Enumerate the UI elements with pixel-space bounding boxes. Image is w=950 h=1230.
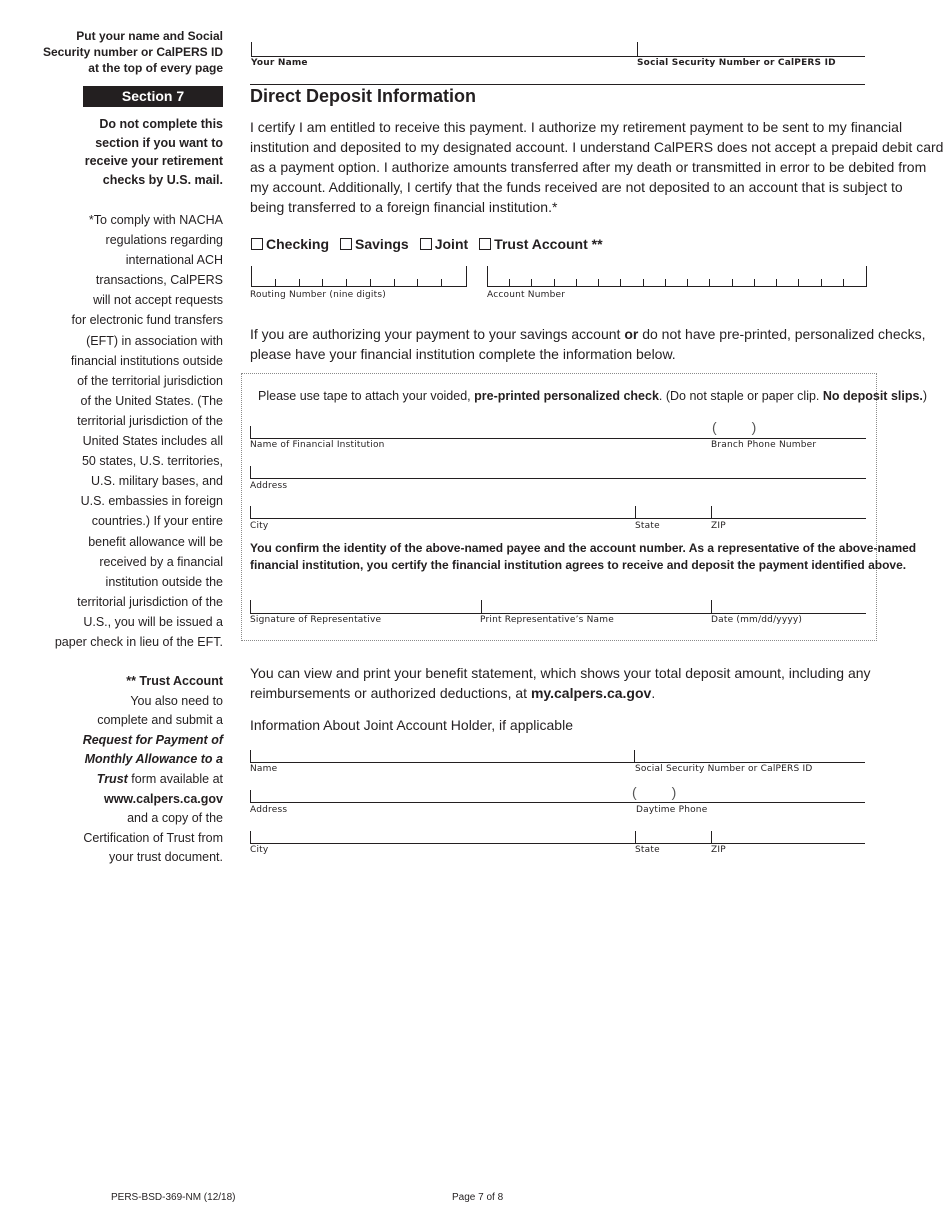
state-field-mark xyxy=(635,506,636,518)
daytime-phone-area-code: ( ) xyxy=(632,784,677,800)
header-field-line xyxy=(251,56,865,57)
your-name-label: Your Name xyxy=(251,58,308,68)
account-digit-divider xyxy=(643,279,644,286)
routing-digit-divider xyxy=(275,279,276,286)
account-number-field[interactable] xyxy=(487,266,867,287)
your-name-field[interactable] xyxy=(251,42,638,56)
joint-name-label: Name xyxy=(250,764,278,774)
routing-digit-divider xyxy=(441,279,442,286)
account-type-options xyxy=(251,236,614,254)
savings-note: If you are authorizing your payment to your savings account or do not have pre-printed, personalized checks, please have your financial institution complete the information below. xyxy=(250,326,926,362)
institution-city-label: City xyxy=(250,521,269,531)
joint-zip-field-mark xyxy=(711,831,712,843)
ssn-label: Social Security Number or CalPERS ID xyxy=(637,58,836,68)
joint-phone-label: Daytime Phone xyxy=(636,805,708,815)
account-digit-divider xyxy=(531,279,532,286)
checking-checkbox[interactable] xyxy=(251,238,263,250)
institution-field-mark xyxy=(250,426,251,438)
trust-account-checkbox[interactable] xyxy=(479,238,491,250)
routing-number-field[interactable] xyxy=(251,266,467,287)
account-digit-divider xyxy=(732,279,733,286)
routing-digit-divider xyxy=(322,279,323,286)
do-not-complete-note: Do not complete this section if you want to receive your retirement checks by U.S. mail. xyxy=(84,117,223,187)
voided-check-box xyxy=(241,373,877,641)
account-digit-divider xyxy=(821,279,822,286)
checking-option[interactable]: Checking xyxy=(251,236,329,252)
institution-zip-label: ZIP xyxy=(711,521,726,531)
routing-digit-divider xyxy=(370,279,371,286)
confirm-text: You confirm the identity of the above-named payee and the account number. As a representative of the above-named financial institution, you certify the financial institution agrees to receive and deposit the payment identified above. xyxy=(250,541,917,572)
trust-account-note: ** Trust Account You also need to complete and submit a Request for Payment of Monthly Allowance to a Trust form available at www.calpers.ca.gov and a copy of the Certification of Trust from your trust document. xyxy=(82,674,223,865)
account-digit-divider xyxy=(776,279,777,286)
nacha-note: *To comply with NACHA regulations regarding international ACH transactions, CalPERS will not accept requests for electronic fund transfers (EFT) in association with financial institutions outside of the territorial jurisdiction of the United States. (The territorial jurisdiction of the United States includes all 50 states, U.S. territories, U.S. military bases, and U.S. embassies in foreign countries.) If your entire benefit allowance will be received by a financial institution outside the territorial jurisdiction of the U.S., you will be issued a paper check in lieu of the EFT. xyxy=(54,213,223,649)
trust-account-option[interactable]: Trust Account ** xyxy=(479,236,602,252)
joint-ssn-label: Social Security Number or CalPERS ID xyxy=(635,764,813,774)
institution-city-field[interactable] xyxy=(250,518,866,519)
institution-field[interactable] xyxy=(250,438,866,439)
account-digit-divider xyxy=(687,279,688,286)
print-name-field-mark xyxy=(481,600,482,613)
branch-phone-label: Branch Phone Number xyxy=(711,440,817,450)
routing-digit-divider xyxy=(346,279,347,286)
routing-digit-divider xyxy=(299,279,300,286)
calpers-link[interactable]: www.calpers.ca.gov xyxy=(103,791,223,806)
account-digit-divider xyxy=(509,279,510,286)
joint-zip-label: ZIP xyxy=(711,845,726,855)
header-divider xyxy=(250,84,865,85)
check-instruction: Please use tape to attach your voided, pre-printed personalized check. (Do not staple or paper clip. No deposit slips.) xyxy=(258,389,928,403)
institution-address-label: Address xyxy=(250,481,288,491)
account-digit-divider xyxy=(843,279,844,286)
account-digit-divider xyxy=(665,279,666,286)
joint-address-label: Address xyxy=(250,805,288,815)
section-label: Section 7 xyxy=(83,86,223,107)
city-field-mark xyxy=(250,506,251,518)
joint-city-label: City xyxy=(250,845,269,855)
account-number-label: Account Number xyxy=(487,290,566,300)
joint-address-field[interactable] xyxy=(250,802,865,803)
branch-phone-area-code: ( ) xyxy=(712,419,757,435)
zip-field-mark xyxy=(711,506,712,518)
form-id: PERS-BSD-369-NM (12/18) xyxy=(111,1192,236,1203)
account-digit-divider xyxy=(754,279,755,286)
signature-label: Signature of Representative xyxy=(250,615,382,625)
section-title: Direct Deposit Information xyxy=(250,86,477,106)
joint-name-field[interactable] xyxy=(250,762,865,763)
joint-state-label: State xyxy=(635,845,660,855)
header-note: Put your name and Social Security number or CalPERS ID at the top of every page xyxy=(42,29,223,75)
savings-checkbox[interactable] xyxy=(340,238,352,250)
account-digit-divider xyxy=(576,279,577,286)
account-digit-divider xyxy=(709,279,710,286)
institution-state-label: State xyxy=(635,521,660,531)
signature-field[interactable] xyxy=(250,613,866,614)
routing-digit-divider xyxy=(394,279,395,286)
joint-checkbox[interactable] xyxy=(420,238,432,250)
routing-number-label: Routing Number (nine digits) xyxy=(250,290,386,300)
account-digit-divider xyxy=(554,279,555,286)
joint-address-field-mark xyxy=(250,790,251,802)
date-field-mark xyxy=(711,600,712,613)
account-digit-divider xyxy=(620,279,621,286)
date-label: Date (mm/dd/yyyy) xyxy=(711,615,803,625)
routing-digit-divider xyxy=(417,279,418,286)
joint-option[interactable]: Joint xyxy=(420,236,468,252)
joint-name-field-mark xyxy=(250,750,251,762)
ssn-field[interactable] xyxy=(637,42,866,56)
joint-city-field[interactable] xyxy=(250,843,865,844)
institution-address-field[interactable] xyxy=(250,478,866,479)
print-name-label: Print Representative’s Name xyxy=(480,615,614,625)
account-digit-divider xyxy=(798,279,799,286)
joint-heading: Information About Joint Account Holder, if applicable xyxy=(250,717,573,733)
institution-label: Name of Financial Institution xyxy=(250,440,385,450)
signature-field-mark xyxy=(250,600,251,613)
statement-note: You can view and print your benefit statement, which shows your total deposit amount, including any reimbursements or authorized deductions, at my.calpers.ca.gov. xyxy=(250,665,871,701)
calpers-site-link[interactable]: my.calpers.ca.gov xyxy=(530,685,652,701)
savings-option[interactable]: Savings xyxy=(340,236,409,252)
page-number: Page 7 of 8 xyxy=(452,1192,504,1203)
joint-state-field-mark xyxy=(635,831,636,843)
account-digit-divider xyxy=(598,279,599,286)
joint-ssn-field-mark xyxy=(634,750,635,762)
certify-text: I certify I am entitled to receive this payment. I authorize my retirement payment to be sent to my financial institution and deposited to my designated account. I understand CalPERS does not accept a prepaid debit card as a payment option. I authorize amounts transferred after my death or transmitted in error to be debited from my account. Additionally, I certify that the funds received are not deposited to an account that is subject to being transferred to a foreign financial institution.* xyxy=(250,119,944,215)
joint-city-field-mark xyxy=(250,831,251,843)
address-field-mark xyxy=(250,466,251,478)
